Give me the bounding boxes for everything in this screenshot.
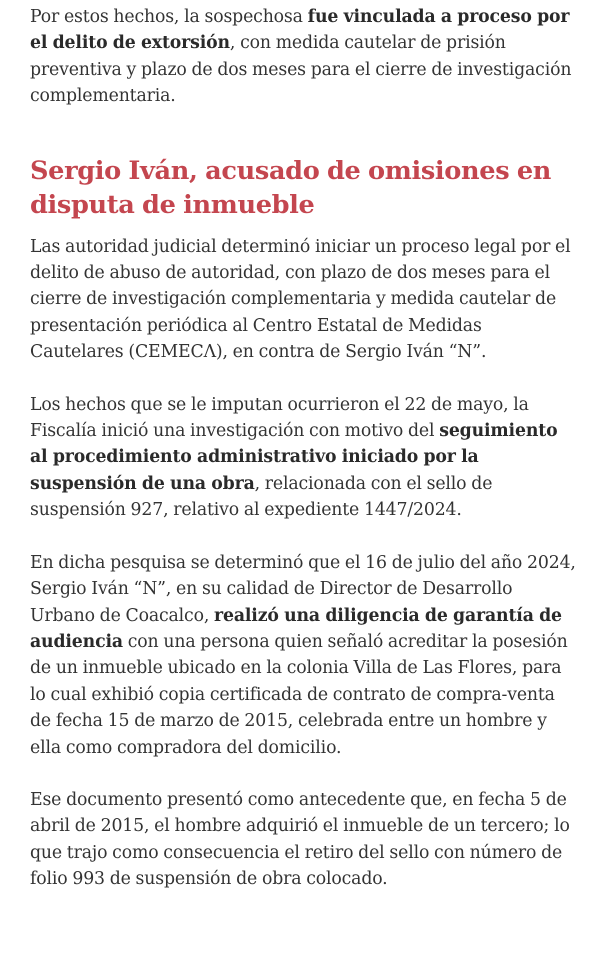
section-heading: Sergio Iván, acusado de omisiones en disputa de inmueble	[30, 155, 552, 220]
paragraph-pesquisa	[30, 550, 578, 761]
paragraph-text: , con medida cautelar de prisión preventiva y plazo de dos meses para el cierre de investigación complementaria.	[30, 33, 572, 107]
bold-highlight: seguimiento al procedimiento administrativo iniciado por la suspensión de una obra	[30, 421, 558, 494]
bold-highlight: realizó una diligencia de garantía de audiencia	[30, 605, 562, 652]
bold-highlight: fue vinculada a proceso por el delito de extorsión	[30, 7, 570, 54]
paragraph-text: En dicha pesquisa se determinó que el 16 de julio del año 2024, Sergio Iván “N”, en su calidad de Director de Desarrollo Urbano de Coacalco,	[30, 552, 576, 626]
paragraph-text: con una persona quien señaló acreditar la posesión de un inmueble ubicado en la colonia Villa de Las Flores, para lo cual exhibió copia certificada de contrato de compra-venta de fecha 15 de marzo de 2015, celebrada entre un hombre y ella como compradora del domicilio.	[30, 631, 568, 758]
paragraph-hechos	[30, 392, 578, 524]
article-body	[30, 4, 578, 893]
paragraph-text: Ese documento presentó como antecedente que, en fecha 5 de abril de 2015, el hombre adquirió el inmueble de un tercero; lo que trajo como consecuencia el retiro del sello con número de folio 993 de suspensión de obra colocado.	[30, 789, 570, 890]
paragraph-text: , relacionada con el sello de suspensión 927, relativo al expediente 1447/2024.	[30, 473, 493, 521]
paragraph-vinculacion	[30, 4, 578, 110]
paragraph-proceso-legal	[30, 234, 578, 366]
paragraph-text: Los hechos que se le imputan ocurrieron el 22 de mayo, la Fiscalía inició una investigación con motivo del	[30, 394, 529, 442]
paragraph-text: Las autoridad judicial determinó iniciar un proceso legal por el delito de abuso de autoridad, con plazo de dos meses para el cierre de investigación complementaria y medida cautelar de presentación periódica al Centro Estatal de Medidas Cautelares (CEMECΛ), en contra de Sergio Iván “N”.	[30, 236, 571, 363]
paragraph-text: Por estos hechos, la sospechosa	[30, 7, 308, 27]
paragraph-documento	[30, 787, 578, 893]
